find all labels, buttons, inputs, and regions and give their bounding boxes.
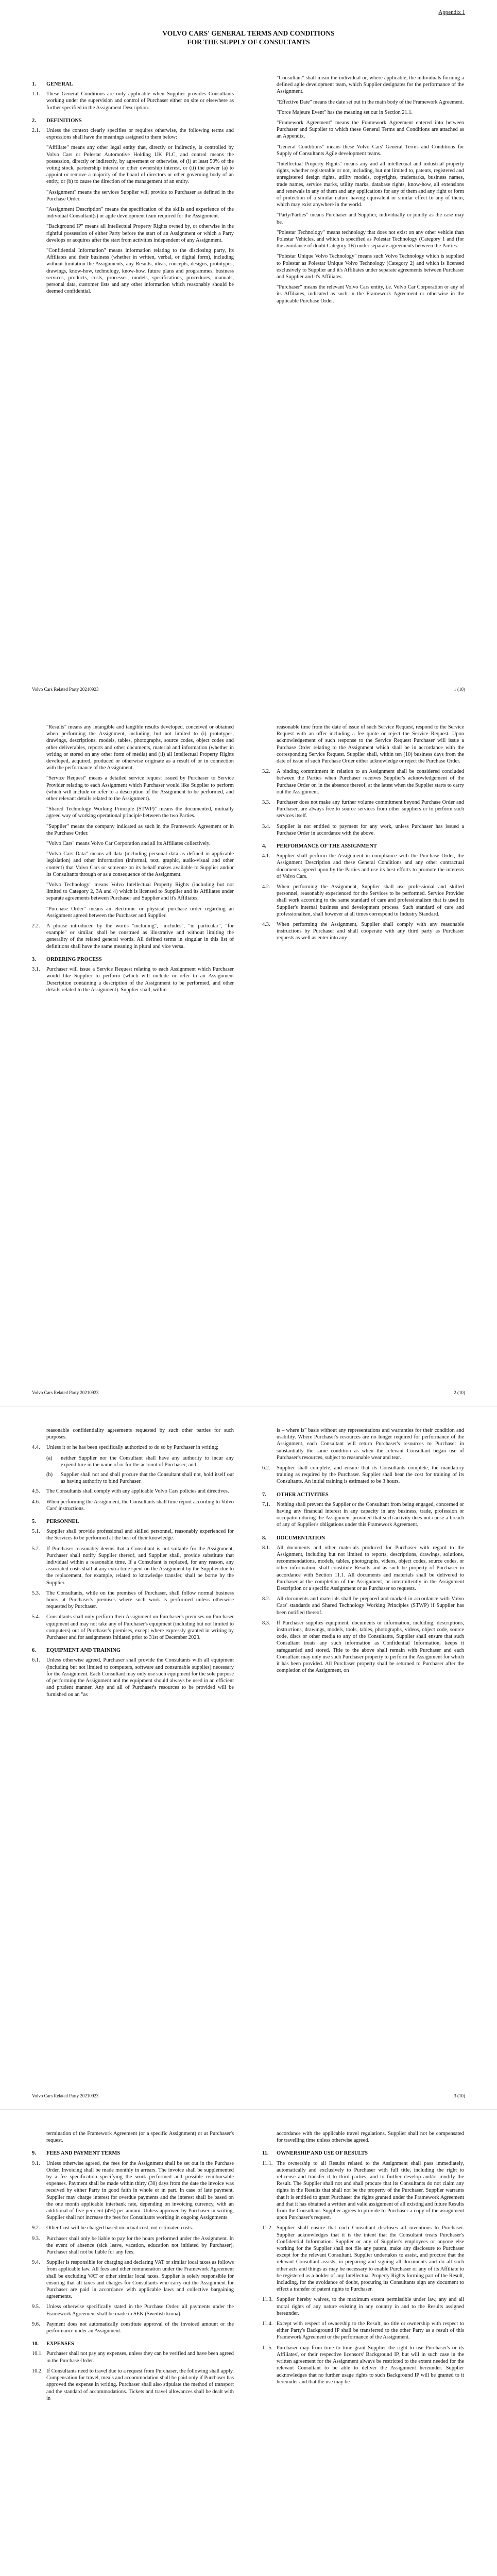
title-line-2: FOR THE SUPPLY OF CONSULTANTS (187, 38, 310, 46)
clause-text: When performing the Assignment, the Consultants shall time report according to Volvo Cars' instructions. (46, 1499, 234, 1512)
section-title: PERFORMANCE OF THE ASSIGNMENT (277, 843, 377, 850)
clause-paragraph: "Framework Agreement" means the Framework Agreement entered into between Purchaser and Supplier to which these General Terms and Conditions are attached as an Appendix. (277, 120, 464, 140)
clause-text: If Purchaser supplies equipment, documents or information, including, descriptions, instructions, drawings, models, tools, tables, photographs, videos, object code, source code, discs or other media to any of the Consultants, Supplier shall ensure that such Consultant treats any such information as Confidential Information, keeps it safeguarded and stored. Title to the above shall remain with Purchaser and each Consultant may only use such Purchaser property to perform the Assignment for which it has been provided. All Purchaser property shall be returned to Purchaser after the completion of the Assignment, on (277, 1620, 464, 1674)
clause-paragraph: "Polestar Unique Volvo Technology" means such Volvo Technology which is supplied to Polestar as Polestar Unique Volvo Technology (Category 2) and which is licensed exclusively to Supplier and it's Affiliates under separate agreements between Purchaser and Supplier and it's Affiliates. (277, 253, 464, 280)
page-4-left-column (32, 2130, 234, 2405)
section-heading (32, 81, 234, 88)
clause-number: 9.3. (32, 2235, 40, 2242)
clause-text: Unless otherwise agreed, the fees for the Assignment shall be set out in the Purchase Order. Invoicing shall be made monthly in arrears. The invoice shall be supplemented by a fee specification specifying the work performed and possible reimbursable expenses. Payment shall be made within thirty (30) days from the date the invoice was received by either Party in good faith in whole or in part. In case of late payment, Supplier may charge interest for overdue payments and the interest shall be based on the one month applicable interbank rate, depending on invoicing currency, with an additional of five per cent (4%) per annum. Unless approved by Purchaser in writing, Supplier shall not increase the fees for Consultants working in ongoing Assignments. (46, 2160, 234, 2221)
section-heading (262, 1492, 464, 1498)
clause-paragraph: "Consultant" shall mean the individual or, where applicable, the individuals forming a defined agile development team, which Supplier designates for the performance of the Assignment. (277, 75, 464, 95)
clause-number: 11.5. (262, 2345, 273, 2351)
clause (262, 2345, 464, 2385)
clause-text: Unless otherwise specifically stated in the Purchase Order, all payments under the Framework Agreement shall be made in SEK (Swedish krona). (46, 2304, 234, 2317)
appendix-label: Appendix 1 (438, 9, 465, 15)
clause-paragraph: "Shared Technology Working Principle (STWP)" means the documented, mutually agreed way of working operational principle between the two Parties. (46, 806, 234, 819)
page-1 (0, 0, 497, 703)
section-heading (32, 2150, 234, 2157)
clause (262, 1596, 464, 1616)
clause-number: 10.1. (32, 2351, 43, 2357)
clause-text: Supplier shall not and shall procure that the Consultant shall not, hold itself out as having authority to bind Purchaser. (61, 1472, 234, 1485)
clause-paragraph: reasonable confidentiality agreements requested by such other parties for such purposes. (46, 1428, 234, 1440)
clause-number: (a) (46, 1455, 53, 1461)
clause (32, 2350, 234, 2364)
clause (262, 921, 464, 942)
clause-number: 8.2. (262, 1596, 270, 1602)
clause (262, 2225, 464, 2293)
clause (32, 2368, 234, 2402)
sub-clause (46, 1471, 234, 1485)
clause (32, 1528, 234, 1541)
page-3-right-column (262, 1427, 464, 1678)
clause-paragraph: "Purchase Order" means an electronic or physical purchase order regarding an Assignment agreed between the Purchaser and Supplier. (46, 906, 234, 919)
clause (262, 2296, 464, 2317)
clause-number: 9.6. (32, 2321, 40, 2327)
clause-text: Consultants shall only perform their Assignment on Purchaser's premises on Purchaser equipment and may not take any of Purchaser's equipment (including but not limited to computers) out of Purchaser's premises, except where expressly granted in writing by Purchaser and for assignments initiated prior to 31st of December 2023. (46, 1614, 234, 1641)
clause-text: Purchaser may from time to time grant Supplier the right to use Purchaser's or its Affiliates', or their respective licensors' Background IP, but will in such case in the written agreement for the Assignment always be restricted to the extent needed for the relevant Consultant to be able to deliver the Assignment hereunder. Supplier acknowledges that no further usage rights to such Background IP will be granted to it hereunder and that the use may be (277, 2345, 464, 2385)
clause-text: Supplier shall provide professional and skilled personnel, reasonably experienced for the Services to be performed at the best of their knowledge. (46, 1529, 234, 1541)
section-title: EXPENSES (46, 2341, 74, 2347)
page-1-left-column (32, 75, 234, 298)
clause-text: These General Conditions are only applicable when Supplier provides Consultants working under the supervision and control of Purchaser either on site or elsewhere as further specified in the Assignment Description. (46, 91, 234, 111)
section-title: ORDERING PROCESS (46, 956, 102, 962)
clause (32, 1444, 234, 1451)
page-3 (0, 1406, 497, 2110)
section-title: OWNERSHIP AND USE OF RESULTS (277, 2150, 368, 2157)
page-2-right-column (262, 724, 464, 945)
clause (32, 1614, 234, 1641)
clause (262, 853, 464, 880)
clause-text: Supplier hereby waives, to the maximum extent permissible under law, any and all moral rights of any nature existing in any country in and to the Results assigned hereunder. (277, 2297, 464, 2316)
clause-text: The Consultants shall comply with any applicable Volvo Cars policies and directives. (46, 1488, 229, 1495)
clause-paragraph: "Party/Parties" means Purchaser and Supplier, individually or jointly as the case may be. (277, 212, 464, 225)
section-heading (32, 2341, 234, 2347)
clause-number: 11.2. (262, 2225, 273, 2231)
clause-paragraph: "Force Majeure Event" has the meaning set out in Section 21.1. (277, 109, 413, 115)
clause (32, 2303, 234, 2317)
clause (32, 923, 234, 950)
clause-number: 5.2. (32, 1546, 40, 1552)
clause-number: 8.1. (262, 1545, 270, 1551)
section-heading (32, 956, 234, 963)
section-heading (32, 1518, 234, 1525)
clause-number: 9.5. (32, 2304, 40, 2310)
clause (32, 127, 234, 141)
section-number: 11. (262, 2150, 269, 2157)
clause-number: 11.4. (262, 2321, 273, 2327)
clause-number: 4.2. (262, 884, 270, 890)
clause-paragraph: "Volvo Cars Data" means all data (including personal data as defined in applicable legislation) and other information (informal, text, graphic, audio-visual and other content) that Volvo Cars or someone on its behalf makes available to Supplier and/or its Consultants through or as a consequence of the Assignment. (46, 851, 234, 877)
section-number: 10. (32, 2341, 39, 2347)
clause-text: Supplier shall ensure that each Consultant discloses all inventions to Purchaser. Supplier acknowledges that it is the intent that the Consultant treats Purchaser's Confidential Information. Supplier or any of Supplier's employees or anyone else working for the Supplier shall not file any patent, make any disclosure to Purchaser except for the relevant Consultant. Supplier undertakes to assist, and procure that the relevant Consultant assists, in preparing and signing all documents and do all such other acts and things as may be necessary to enable Purchaser or any of its Affiliate to be registered as a holder of any Intellectual Property Rights forming part of the Result, including, for the avoidance of doubt, procuring its Consultants sign any document to effect a transfer of patent rights to Purchaser. (277, 2225, 464, 2293)
section-number: 8. (262, 1535, 266, 1541)
clause-paragraph: "Assignment" means the services Supplier will provide to Purchaser as defined in the Purchase Order. (46, 189, 234, 202)
clause-text: Unless otherwise agreed, Purchaser shall provide the Consultants with all equipment (including but not limited to computers, software and consumable supplies) necessary for the Assignment. Each Consultant may only use such equipment for the sole purpose of performing the Assignment and the equipment should always be used in an efficient and prudent manner. Any and all of Purchaser's resources to be provided will be furnished on an "as (46, 1657, 234, 1698)
clause-text: Payment does not automatically constitute approval of the invoiced amount or the performance under an Assignment. (46, 2321, 234, 2334)
clause (32, 2225, 234, 2231)
clause-number: 4.3. (262, 922, 270, 928)
footer-company: Volvo Cars Related Party 20210923 (32, 1390, 99, 1395)
section-heading (32, 1647, 234, 1654)
clause-number: (b) (46, 1472, 53, 1478)
footer-page-number: 2 (10) (454, 1390, 465, 1395)
section-heading (262, 2150, 464, 2157)
clause-paragraph: termination of the Framework Agreement (or a specific Assignment) or at Purchaser's request. (46, 2131, 234, 2144)
clause (32, 1657, 234, 1698)
clause-number: 4.6. (32, 1499, 40, 1505)
clause-number: 3.2. (262, 769, 270, 775)
clause (32, 2160, 234, 2222)
clause-text: Unless the context clearly specifies or requires otherwise, the following terms and expressions shall have the meanings assigned to them below: (46, 128, 234, 141)
clause (262, 1501, 464, 1529)
clause-text: If Consultants need to travel due to a request from Purchaser, the following shall apply. Compensation for travel, meals and accommodation shall be paid only if Purchaser has approved the expense in writing. Purchaser shall also stipulate the method of transport and the standard of accommodations. Tickets and travel allowances shall be dealt with in (46, 2368, 234, 2401)
section-heading (262, 1535, 464, 1541)
clause (262, 2320, 464, 2341)
footer-company: Volvo Cars Related Party 20210923 (32, 687, 99, 692)
document-title (0, 29, 497, 46)
section-number: 6. (32, 1648, 36, 1654)
section-title: DOCUMENTATION (277, 1535, 325, 1541)
clause-text: Supplier is not entitled to payment for any work, unless Purchaser has issued a Purchase Order in accordance with the above. (277, 823, 464, 836)
title-line-1: VOLVO CARS' GENERAL TERMS AND CONDITIONS (162, 29, 335, 37)
section-title: OTHER ACTIVITIES (277, 1492, 329, 1498)
section-number: 5. (32, 1519, 36, 1525)
clause-number: 11.1. (262, 2160, 273, 2166)
clause-number: 5.3. (32, 1590, 40, 1596)
clause (262, 1545, 464, 1592)
clause-paragraph: "Assignment Description" means the specification of the skills and experience of the individual Consultant(s) or agile development team required for the Assignment. (46, 207, 234, 219)
clause-text: Purchaser shall not pay any expenses, unless they can be verified and have been agreed in the Purchase Order. (46, 2351, 234, 2364)
clause-text: Supplier is responsible for charging and declaring VAT or similar local taxes as follows from applicable law. All fees and other remuneration under the Framework Agreement shall be excluding VAT or other similar local taxes. Supplier is solely responsible for ensuring that all taxes and charges for Consultants who carry out the Assignment for Purchaser are paid in accordance with applicable laws and collective bargaining agreements. (46, 2260, 234, 2300)
clause-text: Other Cost will be charged based on actual cost, not estimated costs. (46, 2225, 193, 2231)
clause-number: 2.1. (32, 128, 40, 134)
clause-text: All documents and other materials produced for Purchaser with regard to the Assignment, including but not limited to reports, descriptions, drawings, solutions, recommendations, models, tables, photographs, videos, object codes, source codes, or other information, shall constitute Results and as such be property of Purchaser in accordance with Section 11.1. All documents and materials shall be delivered to Purchaser at the completion of the Assignment, or intermittently in the Assignment Description or a specific Assignment or as Purchaser so requests. (277, 1545, 464, 1592)
clause-number: 3.4. (262, 823, 270, 829)
clause-paragraph: "Service Request" means a detailed service request issued by Purchaser to Service Provider relating to each Assignment which Purchaser would like Supplier to perform (which will include or refer to a description of the Assignment to be performed, and other relevant details related to the Assignment). (46, 775, 234, 802)
clause (32, 2321, 234, 2334)
clause (32, 2235, 234, 2256)
clause-paragraph: "Purchaser" means the relevant Volvo Cars entity, i.e. Volvo Car Corporation or any of its Affiliates, indicated as such in the Framework Agreement or otherwise in the applicable Purchase Order. (277, 284, 464, 304)
clause (262, 768, 464, 795)
page-4 (0, 2110, 497, 2576)
section-number: 3. (32, 956, 36, 962)
clause (32, 1590, 234, 1611)
footer-page-number: 3 (10) (454, 2093, 465, 2098)
clause-text: Supplier shall perform the Assignment in compliance with the Purchase Order, the Assignment Description and these General Conditions and any other contractual documents agreed upon by the Parties and use its best efforts to promote the interests of Volvo Cars. (277, 853, 464, 879)
section-heading (262, 843, 464, 850)
clause-text: Unless it or he has been specifically authorized to do so by Purchaser in writing; (46, 1445, 219, 1451)
clause-number: 9.2. (32, 2225, 40, 2231)
clause (32, 966, 234, 993)
page-4-right-column (262, 2130, 464, 2389)
clause (32, 91, 234, 111)
clause-text: Purchaser shall only be liable to pay for the hours performed under the Assignment. In the event of absence (sick leave, vacation, education not initiated by Purchaser), Purchaser shall not be liable for any fees. (46, 2235, 234, 2256)
clause (262, 799, 464, 820)
section-number: 7. (262, 1492, 266, 1498)
clause-text: A phrase introduced by the words "including", "includes", "in particular", "for example" or similar, shall be construed as illustrative and without limiting the generality of the related general words. All defined terms in singular in this list of definitions shall have the same meaning in plural and vice versa. (46, 923, 234, 950)
clause-text: The ownership to all Results related to the Assignment shall pass immediately, automatically and exclusively to Purchaser with full title, including the right to relicense and transfer it to third parties, and to further develop and/or modify the Result. The Supplier shall not and shall procure that its Consultants do not claim any rights in the Results that shall not be the property of the Purchaser. Supplier warrants that it is entitled to grant Purchaser the rights granted under the Framework Agreement and that it has obtained a written and valid assignment of all existing and future Results from the Consultant. Supplier agrees to provide to Purchaser a copy of the assignment upon Purchaser's request. (277, 2160, 464, 2221)
clause-number: 2.2. (32, 923, 40, 929)
clause-number: 6.1. (32, 1657, 40, 1664)
clause-number: 9.4. (32, 2260, 40, 2266)
clause-text: Purchaser does not make any further volume commitment beyond Purchase Order and Purchaser, are always free to source services from other suppliers or to perform such services itself. (277, 800, 464, 819)
clause-number: 3.3. (262, 800, 270, 806)
clause-number: 5.4. (32, 1614, 40, 1620)
section-number: 2. (32, 117, 36, 124)
clause-paragraph: "Intellectual Property Rights" means any and all intellectual and industrial property rights, whether registerable or not, including, but not limited to, patents, registered and unregistered design rights, utility models, copyrights, trademarks, business names, trade names, service marks, utility marks, database rights, know-how, all extensions and renewals in any of them and any applications for any of them and any right or form of protection of a similar nature having equivalent or similar effect to any of them, which may exist anywhere in the world. (277, 161, 464, 208)
page-2-left-column (32, 724, 234, 997)
clause-number: 3.1. (32, 967, 40, 973)
page-1-right-column (262, 75, 464, 308)
clause-number: 11.3. (262, 2297, 273, 2303)
footer-page-number: 1 (10) (454, 687, 465, 692)
clause-paragraph: accordance with the applicable travel regulations. Supplier shall not be compensated for travelling time unless otherwise agreed. (277, 2131, 464, 2144)
clause-paragraph: "Volvo Cars" means Volvo Car Corporation and all its Affiliates collectively. (46, 841, 211, 847)
clause-text: If Purchaser reasonably deems that a Consultant is not suitable for the Assignment, Purchaser shall notify Supplier thereof, and Supplier shall, provide substitute that individual within a reasonable time. If a Consultant is replaced, for any reason, any associated costs shall at any extra time spent on the Assignment by the Supplier due to the replacement, for example, related to knowledge transfer, shall be borne by the Supplier. (46, 1546, 234, 1586)
sub-clause (46, 1455, 234, 1468)
page-2 (0, 703, 497, 1406)
clause-paragraph: "Effective Date" means the date set out in the main body of the Framework Agreement. (277, 99, 464, 105)
clause-text: All documents and materials shall be prepared and marked in accordance with Volvo Cars' standards and Shared Technology Working Principles (STWP) if Supplier has been notified thereof. (277, 1596, 464, 1616)
clause-number: 5.1. (32, 1529, 40, 1535)
clause-number: 8.3. (262, 1620, 270, 1626)
section-title: GENERAL (46, 81, 73, 87)
clause-number: 10.2. (32, 2368, 43, 2374)
clause-number: 9.1. (32, 2160, 40, 2166)
clause-text: The Consultants, while on the premises of Purchaser, shall follow normal business hours at Purchaser's premises where such work is performed unless otherwise requested by Purchaser. (46, 1590, 234, 1610)
clause-paragraph: "Confidential Information" means information relating to the disclosing party, its Affiliates and their business (whether in written, verbal, or digital form), including without limitation the Assignments, any Results, ideas, concepts, designs, prototypes, drawings, know-how, technology, know-how, future plans and programmes, business services, products, costs, processes, models, specifications, procedures, manuals, personal data, customer lists and any other information which reasonably should be deemed confidential. (46, 248, 234, 295)
clause (262, 1465, 464, 1485)
clause (32, 1488, 234, 1495)
clause (262, 823, 464, 837)
clause-paragraph: "Background IP" means all Intellectual Property Rights owned by, or otherwise in the rightful possession of either Party before the start of an Assignment or which a Party develops or acquires after the start from activities independent of any Assignment. (46, 224, 234, 243)
clause-text: Except with respect of ownership to the Result, no title or ownership with respect to either Party's Background IP shall be transferred to the other Party as a result of this Framework Agreement or the performance of the Assignment. (277, 2321, 464, 2341)
clause-number: 6.2. (262, 1465, 270, 1471)
clause-number: 7.1. (262, 1501, 270, 1507)
clause-paragraph: "Volvo Technology" means Volvo Intellectual Property Rights (including but not limited to Category 2, 3A and 4) which is licensed to Supplier and its Affiliates under separate agreements between Purchaser and Supplier and it's Affiliates. (46, 882, 234, 902)
clause-paragraph: "Supplier" means the company indicated as such in the Framework Agreement or in the Purchase Order. (46, 823, 234, 836)
clause (32, 1546, 234, 1586)
clause-number: 4.5. (32, 1488, 40, 1495)
clause-number: 4.4. (32, 1445, 40, 1451)
clause-text: When performing the Assignment, Supplier shall comply with any reasonable instructions by Purchaser and shall cooperate with any third party as Purchaser requests as well as enter into any (277, 922, 464, 941)
section-title: DEFINITIONS (46, 117, 82, 124)
clause-number: 4.1. (262, 853, 270, 859)
clause-paragraph: reasonable time from the date of issue of such Service Request, respond to the Service Request with an offer including a fee quote or reject the Service Request. Upon acknowledgement of such response to the Service Request Purchaser will issue a Purchase Order relating to the Assignment which shall be in accordance with the corresponding Service Request. Supplier shall, within ten (10) business days from the date of issue of such Purchase Order either acknowledge or reject the Purchase Order. (277, 724, 464, 765)
clause-paragraph: "Polestar Technology" means technology that does not exist on any other vehicle than Polestar Vehicles, and which is specified as Polestar Technology (Category 1 and (for the avoidance of doubt Category 1B) under separate agreements between the Parties. (277, 229, 464, 249)
section-number: 4. (262, 843, 266, 850)
clause-text: Supplier shall complete, and ensure that its Consultants complete, the mandatory training as required by the Purchaser. Supplier shall bear the cost for training of its Consultants. An initial training is estimated to be 3 hours. (277, 1465, 464, 1485)
clause-paragraph: is – where is" basis without any representations and warranties for their condition and usability. Where Purchaser's resources are no longer required for performance of the Assignment, each Consultant will return Purchaser's resources to Purchaser in substantially the same condition as when the relevant Consultant began use of Purchaser's resources, subject to reasonable wear and tear. (277, 1428, 464, 1461)
clause-paragraph: "Results" means any intangible and tangible results developed, conceived or obtained when performing the Assignment, including, but not limited to (i) prototypes, drawings, descriptions, models, tables, photographs, source codes, object codes and other deliverables, reports and other documents, material and information (whether in writing or stored on any other form of media) and (ii) all Intellectual Property Rights developed, acquired, produced or otherwise originate as a result of or in connection with the performance of the Assignment. (46, 724, 234, 771)
section-number: 1. (32, 81, 36, 87)
clause-text: neither Supplier nor the Consultant shall have any authority to incur any expenditure in the name of or for the account of Purchaser; and (61, 1455, 234, 1468)
clause-text: When performing the Assignment, Supplier shall use professional and skilled personnel, reasonably experienced for the Services to be performed. Service Provider shall work according to the same standard of care and professionalism that is used in Supplier's internal business and development process. Such standard of care and professionalism, shall however at all times correspond to Industry Standard. (277, 884, 464, 917)
section-number: 9. (32, 2150, 36, 2157)
section-heading (32, 117, 234, 124)
clause-text: Purchaser will issue a Service Request relating to each Assignment which Purchaser would like Supplier to perform (which will include or refer to an Assignment Description containing a description of the Assignment to be performed, and other details related to the Assignment). Supplier shall, within (46, 967, 234, 993)
clause (32, 2259, 234, 2300)
clause-text: A binding commitment in relation to an Assignment shall be considered concluded between the Parties when Purchaser receives Supplier's acknowledgement of the Purchase Order or, in the absence thereof, at the latest when the Supplier starts to carry out the Assignment. (277, 769, 464, 795)
clause-number: 1.1. (32, 91, 40, 97)
page-3-left-column (32, 1427, 234, 1702)
clause-paragraph: "General Conditions" means these Volvo Cars' General Terms and Conditions for Supply of Consultants Agile development teams. (277, 144, 464, 157)
section-title: EQUIPMENT AND TRAINING (46, 1648, 121, 1654)
section-title: PERSONNEL (46, 1519, 79, 1525)
clause (32, 1499, 234, 1512)
footer-company: Volvo Cars Related Party 20210923 (32, 2093, 99, 2098)
clause (262, 884, 464, 918)
clause (262, 2160, 464, 2222)
section-title: FEES AND PAYMENT TERMS (46, 2150, 121, 2157)
clause (262, 1620, 464, 1674)
clause-paragraph: "Affiliate" means any other legal entity that, directly or indirectly, is controlled by Volvo Cars or Polestar Automotive Holding UK PLC, and control means the possession, directly or indirectly, by agreement or otherwise, of (i) at least 50% of the voting stock, partnership interest or other ownership interest, or (ii) the power (a) to appoint or remove a majority of the board of directors or other governing body of an entity, or (b) to cause the direction of the management of an entity. (46, 145, 234, 185)
clause-text: Nothing shall prevent the Supplier or the Consultant from being engaged, concerned or having any financial interest in any capacity in any business, trade, profession or occupation during the Assignment provided that such activity does not cause a breach of any of Supplier's obligations under this Framework Agreement. (277, 1501, 464, 1528)
